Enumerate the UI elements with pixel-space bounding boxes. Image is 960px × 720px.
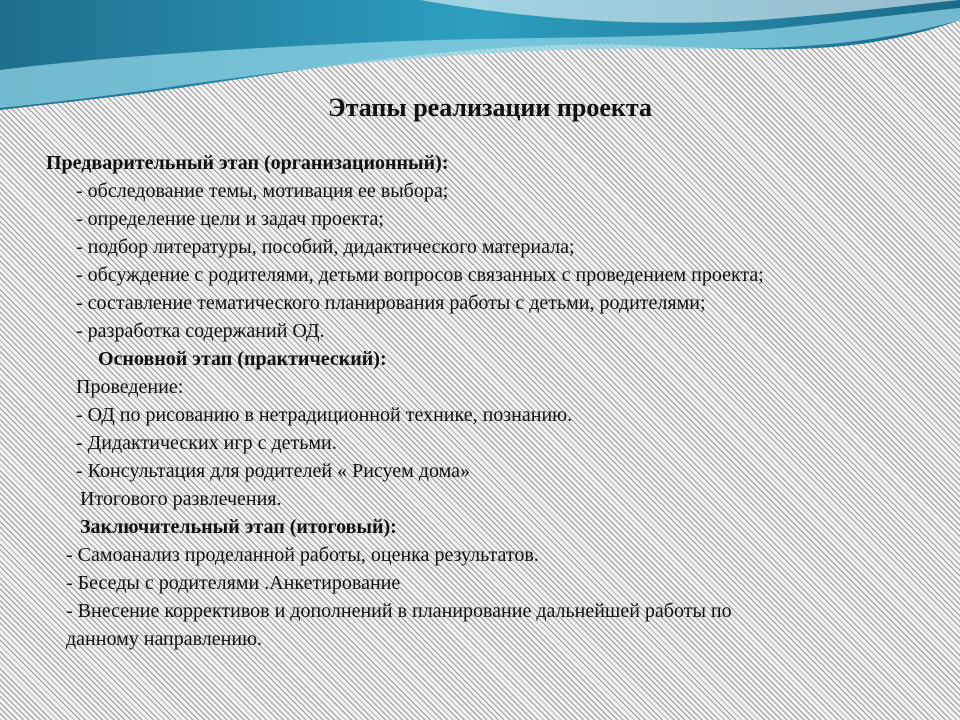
stage3-heading: Заключительный этап (итоговый): (80, 516, 397, 538)
stage3-item: данному направлению. (66, 628, 263, 650)
stage2-item: - Дидактических игр с детьми. (76, 432, 337, 454)
stage2-heading: Основной этап (практический): (98, 348, 387, 370)
stage1-item: - составление тематического планирования работы с детьми, родителями; (76, 292, 706, 314)
slide-title: Этапы реализации проекта (328, 93, 652, 122)
stage1-heading: Предварительный этап (организационный): (46, 152, 449, 174)
stage2-intro: Проведение: (76, 376, 184, 398)
stage1-item: - подбор литературы, пособий, дидактического материала; (76, 236, 575, 258)
stage1-item: - обследование темы, мотивация ее выбора; (76, 180, 449, 202)
stage1-item: - разработка содержаний ОД. (76, 320, 325, 342)
stage1-item: - обсуждение с родителями, детьми вопросов связанных с проведением проекта; (76, 264, 764, 286)
stage2-item: Итогового развлечения. (80, 488, 282, 510)
stage2-item: - Консультация для родителей « Рисуем дома» (76, 460, 470, 482)
stage3-item: - Беседы с родителями .Анкетирование (66, 572, 401, 594)
stage1-item: - определение цели и задач проекта; (76, 208, 384, 230)
stage3-item: - Внесение коррективов и дополнений в планирование дальнейшей работы по (66, 600, 732, 622)
stage3-item: - Самоанализ проделанной работы, оценка результатов. (66, 544, 539, 566)
stage2-item: - ОД по рисованию в нетрадиционной технике, познанию. (76, 404, 573, 426)
